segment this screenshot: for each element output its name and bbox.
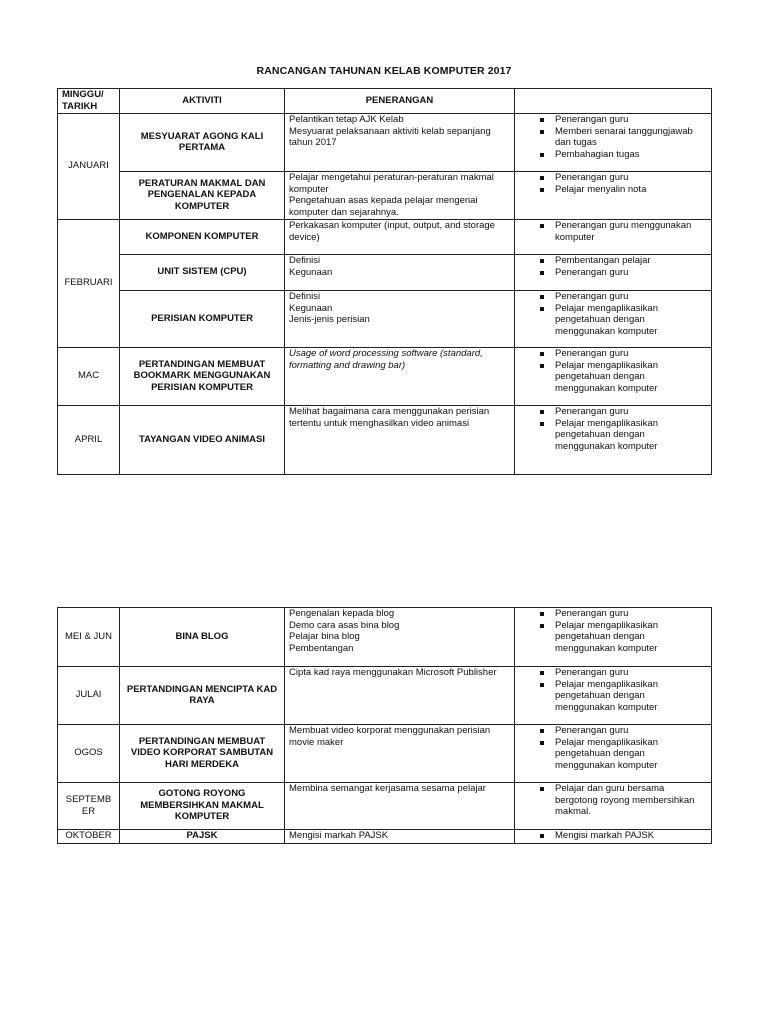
desc-cell [285,830,515,844]
table-row [58,406,712,475]
document-title: RANCANGAN TAHUNAN KELAB KOMPUTER 2017 [256,65,512,77]
method-cell [515,220,712,255]
list-item: Penerangan guru [555,114,707,126]
desc-cell [285,114,515,172]
month-cell: APRIL [58,406,120,475]
header-row [58,89,712,114]
desc-cell [285,783,515,830]
desc-line: Kegunaan [289,302,333,314]
header-month: MINGGU/ TARIKH [58,89,120,114]
list-item: Penerangan guru [555,406,707,418]
desc-cell [285,608,515,667]
month-cell: OKTOBER [58,830,120,844]
month-cell: JULAI [58,667,120,725]
table-row [58,667,712,725]
month-cell: FEBRUARI [58,220,120,348]
method-cell [515,667,712,725]
table-row [58,172,712,220]
activity-cell: PERISIAN KOMPUTER [120,291,285,348]
activity-cell: MESYUARAT AGONG KALI PERTAMA [120,114,285,172]
desc-line: Pelantikan tetap AJK Kelab [289,114,404,125]
month-cell: SEPTEMB ER [58,783,120,830]
list-item: Pelajar mengaplikasikan pengetahuan dengan menggunakan komputer [555,303,707,338]
desc-cell [285,220,515,255]
method-cell [515,348,712,406]
list-item: Penerangan guru [555,608,707,620]
list-item: Pembahagian tugas [555,149,707,161]
list-item: Pelajar mengaplikasikan pengetahuan dengan menggunakan komputer [555,360,707,395]
table-row [58,291,712,348]
month-cell: MEI & JUN [58,608,120,667]
list-item: Pelajar mengaplikasikan pengetahuan dengan menggunakan komputer [555,679,707,714]
desc-line: Mengisi markah PAJSK [289,830,389,841]
desc-cell [285,725,515,783]
list-item: Pelajar dan guru bersama bergotong royong membersihkan makmal. [555,783,707,818]
desc-line: Jenis-jenis perisian [289,314,370,325]
desc-line: Pengetahuan asas kepada pelajar mengenai komputer dan sejarahnya. [289,195,478,218]
table-row [58,725,712,783]
method-cell [515,608,712,667]
activity-cell: UNIT SISTEM (CPU) [120,255,285,291]
table-row [58,348,712,406]
month-cell: JANUARI [58,114,120,220]
desc-line: Definisi [289,291,321,302]
method-cell [515,291,712,348]
desc-line: Definisi [289,255,321,266]
desc-line: Demo cara asas bina blog [289,619,400,631]
activity-cell: BINA BLOG [120,608,285,667]
table-row [58,114,712,172]
list-item: Penerangan guru [555,267,707,279]
table-row [58,255,712,291]
method-cell [515,830,712,844]
list-item: Pembentangan pelajar [555,255,707,267]
plan-table-1 [57,88,712,475]
desc-line: Cipta kad raya menggunakan Microsoft Publisher [289,667,497,678]
desc-line: Pembentangan [289,642,354,654]
activity-cell: KOMPONEN KOMPUTER [120,220,285,255]
list-item: Memberi senarai tanggungjawab dan tugas [555,126,707,149]
list-item: Pelajar mengaplikasikan pengetahuan dengan menggunakan komputer [555,737,707,772]
month-cell: OGOS [58,725,120,783]
list-item: Penerangan guru [555,348,707,360]
list-item: Penerangan guru [555,291,707,303]
list-item: Pelajar mengaplikasikan pengetahuan dengan menggunakan komputer [555,620,707,655]
desc-cell [285,291,515,348]
list-item: Penerangan guru menggunakan komputer [555,220,707,243]
desc-line: Mesyuarat pelaksanaan aktiviti kelab sepanjang tahun 2017 [289,125,491,148]
desc-line: Perkakasan komputer (input, output, and storage device) [289,220,495,243]
list-item: Penerangan guru [555,667,707,679]
desc-line: Pelajar bina blog [289,631,360,642]
plan-table-2 [57,607,712,844]
list-item: Penerangan guru [555,172,707,184]
month-cell: MAC [58,348,120,406]
desc-cell [285,406,515,475]
list-item: Pelajar menyalin nota [555,184,707,196]
activity-cell: PAJSK [120,830,285,844]
activity-cell: PERATURAN MAKMAL DAN PENGENALAN KEPADA KOMPUTER [120,172,285,220]
table-row [58,608,712,667]
desc-line: Usage of word processing software (standard, formatting and drawing bar) [289,348,483,371]
desc-line: Pelajar mengetahui peraturan-peraturan makmal komputer [289,172,494,195]
desc-cell [285,172,515,220]
desc-line: Pengenalan kepada blog [289,608,395,619]
list-item: Mengisi markah PAJSK [555,830,707,842]
header-activity: AKTIVITI [120,89,285,114]
table-row [58,220,712,255]
activity-cell: PERTANDINGAN MEMBUAT VIDEO KORPORAT SAMBUTAN HARI MERDEKA [120,725,285,783]
header-method [515,89,712,114]
method-cell [515,172,712,220]
desc-cell [285,667,515,725]
desc-cell [285,348,515,406]
method-cell [515,255,712,291]
desc-line: Membina semangat kerjasama sesama pelajar [289,783,486,794]
table-row [58,830,712,844]
activity-cell: TAYANGAN VIDEO ANIMASI [120,406,285,475]
desc-cell [285,255,515,291]
desc-line: Melihat bagaimana cara menggunakan perisian tertentu untuk menghasilkan video animasi [289,406,490,429]
activity-cell: PERTANDINGAN MENCIPTA KAD RAYA [120,667,285,725]
activity-cell: PERTANDINGAN MEMBUAT BOOKMARK MENGGUNAKAN PERISIAN KOMPUTER [120,348,285,406]
method-cell [515,783,712,830]
list-item: Pelajar mengaplikasikan pengetahuan dengan menggunakan komputer [555,418,707,453]
header-explanation: PENERANGAN [285,89,515,114]
method-cell [515,406,712,475]
table-row [58,783,712,830]
method-cell [515,114,712,172]
list-item: Penerangan guru [555,725,707,737]
method-cell [515,725,712,783]
activity-cell: GOTONG ROYONG MEMBERSIHKAN MAKMAL KOMPUTER [120,783,285,830]
desc-line: Kegunaan [289,266,333,278]
desc-line: Membuat video korporat menggunakan perisian movie maker [289,725,491,748]
